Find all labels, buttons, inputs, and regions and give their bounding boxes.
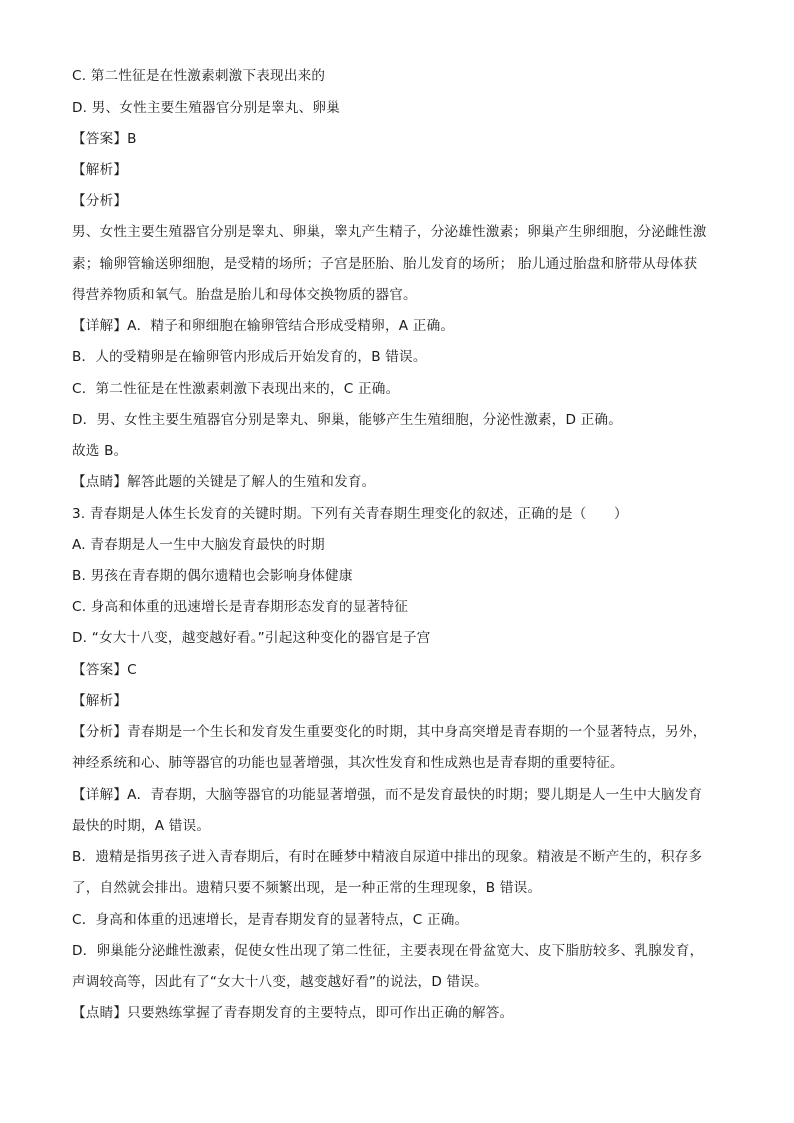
fenxi-label: 【分析】 — [72, 193, 128, 209]
detail-line: B．人的受精卵是在输卵管内形成后开始发育的，B 错误。 — [72, 349, 427, 365]
paragraph-line: 神经系统和心、肺等器官的功能也显著增强，其次性发育和性成熟也是青春期的重要特征。 — [72, 755, 624, 771]
detail-line: 最快的时期，A 错误。 — [72, 818, 211, 834]
detail-line: 【详解】A．青春期，大脑等器官的功能显著增强，而不是发育最快的时期；婴儿期是人一生中大脑发育 — [72, 787, 703, 803]
paragraph-line: 得营养物质和氧气。胎盘是胎儿和母体交换物质的器官。 — [72, 287, 417, 303]
paragraph-line: 男、女性主要生殖器官分别是睾丸、卵巢，睾丸产生精子，分泌雄性激素；卵巢产生卵细胞，分泌雌性激 — [72, 224, 707, 240]
option-b: B. 男孩在青春期的偶尔遗精也会影响身体健康 — [72, 568, 353, 584]
detail-line: 【详解】A．精子和卵细胞在输卵管结合形成受精卵，A 正确。 — [72, 318, 455, 334]
detail-line: B．遗精是指男孩子进入青春期后，有时在睡梦中精液自尿道中排出的现象。精液是不断产生的，积存多 — [72, 849, 703, 865]
option-a: A. 青春期是人一生中大脑发育最快的时期 — [72, 537, 325, 553]
detail-line: D．卵巢能分泌雌性激素，促使女性出现了第二性征，主要表现在骨盆宽大、皮下脂肪较多、乳腺发育， — [72, 943, 704, 959]
analysis-label: 【解析】 — [72, 693, 128, 709]
answer-label: 【答案】B — [72, 131, 137, 147]
option-c: C. 身高和体重的迅速增长是青春期形态发育的显著特征 — [72, 599, 408, 615]
analysis-label: 【解析】 — [72, 162, 128, 178]
option-c: C. 第二性征是在性激素刺激下表现出来的 — [72, 68, 326, 84]
answer-label: 【答案】C — [72, 662, 137, 678]
option-d: D. “女大十八变，越变越好看。”引起这种变化的器官是子宫 — [72, 630, 431, 646]
detail-line: D．男、女性主要生殖器官分别是睾丸、卵巢，能够产生生殖细胞，分泌性激素，D 正确。 — [72, 412, 623, 428]
fenxi-line: 【分析】青春期是一个生长和发育发生重要变化的时期，其中身高突增是青春期的一个显著特点，另外， — [72, 724, 707, 740]
detail-line: 了，自然就会排出。遗精只要不频繁出现，是一种正常的生理现象，B 错误。 — [72, 880, 542, 896]
paragraph-line: 素；输卵管输送卵细胞，是受精的场所；子宫是胚胎、胎儿发育的场所； 胎儿通过胎盘和脐带从母体获 — [72, 256, 698, 272]
detail-line: 声调较高等，因此有了“女大十八变，越变越好看”的说法，D 错误。 — [72, 974, 488, 990]
choice-line: 故选 B。 — [72, 443, 128, 459]
detail-line: C．第二性征是在性激素刺激下表现出来的，C 正确。 — [72, 381, 400, 397]
tip-line: 【点睛】只要熟练掌握了青春期发育的主要特点，即可作出正确的解答。 — [72, 1005, 514, 1021]
question-3: 3. 青春期是人体生长发育的关键时期。下列有关青春期生理变化的叙述，正确的是（ ） — [72, 506, 628, 522]
detail-line: C．身高和体重的迅速增长，是青春期发育的显著特点，C 正确。 — [72, 912, 469, 928]
option-d: D. 男、女性主要生殖器官分别是睾丸、卵巢 — [72, 100, 340, 116]
tip-line: 【点睛】解答此题的关键是了解人的生殖和发育。 — [72, 474, 376, 490]
